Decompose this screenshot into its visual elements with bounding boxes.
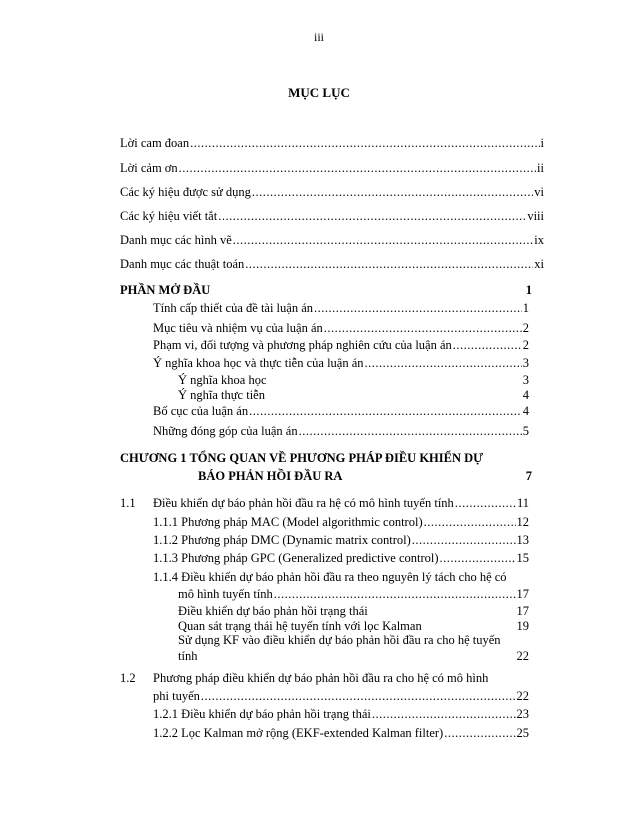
toc-entry-page: 15 bbox=[516, 551, 529, 565]
toc-subsection-1-1-1[interactable] bbox=[153, 515, 529, 529]
toc-entry-label: 1.1.3 Phương pháp GPC (Generalized predictive control) bbox=[153, 551, 439, 565]
toc-entry-page: 2 bbox=[522, 321, 529, 335]
toc-entry-label: 1.1.1 Phương pháp MAC (Model algorithmic control) bbox=[153, 515, 423, 529]
toc-entry-label: Các ký hiệu viết tắt bbox=[120, 209, 218, 223]
toc-subentry-kf-line2[interactable] bbox=[178, 649, 529, 663]
toc-entry-pham-vi[interactable] bbox=[153, 338, 529, 352]
toc-section-number: 1.1 bbox=[120, 496, 136, 510]
toc-entry-page: 1 bbox=[525, 283, 532, 297]
toc-section-1-2-line2[interactable] bbox=[153, 689, 529, 703]
toc-entry-y-nghia[interactable] bbox=[153, 356, 529, 370]
toc-entry-label: Phạm vi, đối tượng và phương pháp nghiên cứu của luận án bbox=[153, 338, 452, 352]
toc-entry-label: 1.1.2 Phương pháp DMC (Dynamic matrix control) bbox=[153, 533, 411, 547]
toc-entry-page: 25 bbox=[516, 726, 529, 740]
toc-entry-label: Bố cục của luận án bbox=[153, 404, 249, 418]
toc-entry-label: Điều khiển dự báo phản hồi trạng thái bbox=[178, 604, 368, 618]
toc-entry-hinh-ve[interactable] bbox=[120, 233, 544, 247]
toc-entry-page: vi bbox=[534, 185, 544, 199]
toc-entry-cam-doan[interactable] bbox=[120, 136, 544, 150]
toc-entry-label: mô hình tuyến tính bbox=[178, 587, 273, 601]
toc-entry-ky-hieu[interactable] bbox=[120, 185, 544, 199]
toc-entry-dong-gop[interactable] bbox=[153, 424, 529, 438]
toc-chapter1-heading-line1[interactable]: CHƯƠNG 1 TỔNG QUAN VỀ PHƯƠNG PHÁP ĐIỀU KHIỂN DỰ bbox=[120, 451, 484, 465]
toc-subentry-quan-sat[interactable] bbox=[178, 619, 529, 633]
toc-entry-page: 11 bbox=[516, 496, 529, 510]
toc-entry-bo-cuc[interactable] bbox=[153, 404, 529, 418]
toc-subsection-1-1-4-line2[interactable] bbox=[178, 587, 529, 601]
toc-entry-label: Lời cam đoan bbox=[120, 136, 190, 150]
toc-entry-page: 23 bbox=[516, 707, 529, 721]
toc-entry-page: viii bbox=[527, 209, 544, 223]
toc-entry-page: 4 bbox=[522, 388, 529, 402]
toc-entry-page: 17 bbox=[516, 604, 529, 618]
toc-subsection-1-1-2[interactable] bbox=[153, 533, 529, 547]
toc-entry-label: Tính cấp thiết của đề tài luận án bbox=[153, 301, 314, 315]
toc-subentry-kf-line1[interactable]: Sử dụng KF vào điều khiển dự báo phản hồi đầu ra cho hệ tuyến bbox=[178, 633, 501, 647]
toc-entry-label: Ý nghĩa thực tiễn bbox=[178, 388, 265, 402]
toc-entry-page: 22 bbox=[516, 689, 529, 703]
toc-entry-page: 4 bbox=[522, 404, 529, 418]
toc-entry-label: Điều khiển dự báo phản hồi đầu ra hệ có mô hình tuyến tính bbox=[153, 496, 454, 510]
toc-section-1-2-line1[interactable]: Phương pháp điều khiển dự báo phản hồi đầu ra cho hệ có mô hình bbox=[153, 671, 489, 685]
toc-subsection-1-1-3[interactable] bbox=[153, 551, 529, 565]
toc-entry-label: Mục tiêu và nhiệm vụ của luận án bbox=[153, 321, 323, 335]
toc-entry-label: 1.2.2 Lọc Kalman mở rộng (EKF-extended Kalman filter) bbox=[153, 726, 444, 740]
toc-entry-thuat-toan[interactable] bbox=[120, 257, 544, 271]
toc-entry-label: Quan sát trạng thái hệ tuyến tính với lọc Kalman bbox=[178, 619, 422, 633]
toc-entry-page: 22 bbox=[516, 649, 529, 663]
toc-subentry-y-nghia-khoa-hoc[interactable] bbox=[178, 373, 529, 387]
toc-subentry-y-nghia-thuc-tien[interactable] bbox=[178, 388, 529, 402]
toc-intro-heading[interactable] bbox=[120, 283, 532, 297]
toc-entry-page: ix bbox=[534, 233, 544, 247]
toc-entry-page: i bbox=[540, 136, 544, 150]
toc-chapter1-heading-line2[interactable] bbox=[198, 469, 532, 483]
toc-entry-label: tính bbox=[178, 649, 198, 663]
toc-entry-page: 19 bbox=[516, 619, 529, 633]
toc-entry-label: phi tuyến bbox=[153, 689, 200, 703]
toc-entry-muc-tieu[interactable] bbox=[153, 321, 529, 335]
toc-entry-page: 17 bbox=[516, 587, 529, 601]
toc-entry-label: Danh mục các hình vẽ bbox=[120, 233, 232, 247]
toc-entry-label: Lời cảm ơn bbox=[120, 161, 178, 175]
toc-entry-page: ii bbox=[537, 161, 544, 175]
toc-entry-viet-tat[interactable] bbox=[120, 209, 544, 223]
toc-entry-page: 3 bbox=[522, 373, 529, 387]
toc-entry-page: 13 bbox=[516, 533, 529, 547]
toc-entry-page: 5 bbox=[522, 424, 529, 438]
toc-entry-cam-on[interactable] bbox=[120, 161, 544, 175]
toc-section-1-1[interactable] bbox=[153, 496, 529, 510]
toc-title: MỤC LỤC bbox=[288, 85, 350, 100]
toc-entry-label: Ý nghĩa khoa học bbox=[178, 373, 267, 387]
toc-section-number: 1.2 bbox=[120, 671, 136, 685]
toc-entry-label: PHẦN MỞ ĐẦU bbox=[120, 283, 211, 297]
toc-entry-tinh-cap-thiet[interactable] bbox=[153, 301, 529, 315]
toc-subsection-1-1-4-line1[interactable]: 1.1.4 Điều khiển dự báo phản hồi đầu ra theo nguyên lý tách cho hệ có bbox=[153, 570, 507, 584]
toc-entry-label: BÁO PHẢN HỒI ĐẦU RA bbox=[198, 469, 343, 483]
toc-entry-page: 3 bbox=[522, 356, 529, 370]
toc-subsection-1-2-2[interactable] bbox=[153, 726, 529, 740]
toc-subentry-dk-trang-thai[interactable] bbox=[178, 604, 529, 618]
toc-subsection-1-2-1[interactable] bbox=[153, 707, 529, 721]
toc-entry-label: Ý nghĩa khoa học và thực tiễn của luận án bbox=[153, 356, 364, 370]
toc-entry-page: xi bbox=[534, 257, 544, 271]
page-number: iii bbox=[313, 30, 324, 44]
toc-entry-label: Danh mục các thuật toán bbox=[120, 257, 245, 271]
toc-entry-page: 7 bbox=[525, 469, 532, 483]
toc-entry-label: Các ký hiệu được sử dụng bbox=[120, 185, 251, 199]
toc-entry-label: 1.2.1 Điều khiển dự báo phản hồi trạng thái bbox=[153, 707, 371, 721]
toc-entry-page: 1 bbox=[522, 301, 529, 315]
toc-entry-label: Những đóng góp của luận án bbox=[153, 424, 298, 438]
toc-entry-page: 12 bbox=[516, 515, 529, 529]
toc-entry-page: 2 bbox=[522, 338, 529, 352]
